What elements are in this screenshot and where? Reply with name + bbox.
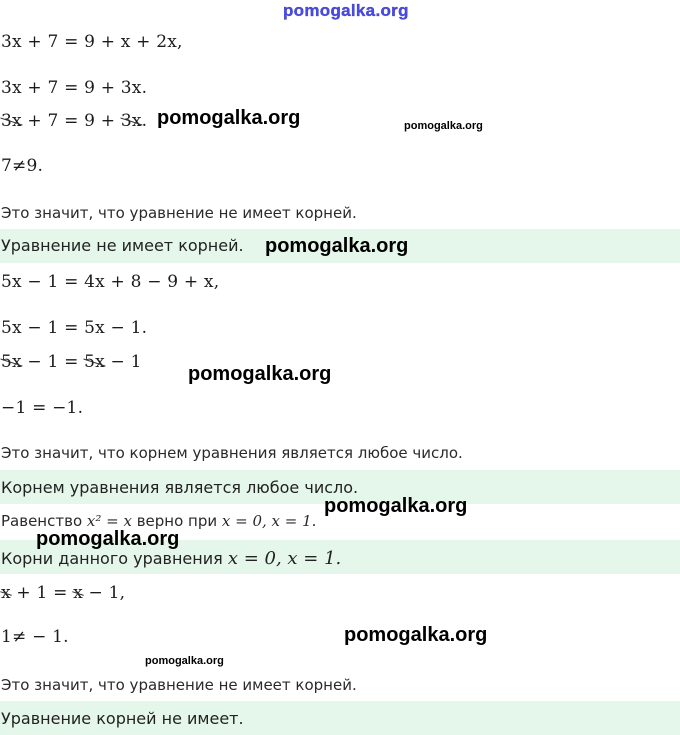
equation-line xyxy=(1,156,43,176)
watermark: pomogalka.org xyxy=(188,363,332,385)
equation-line: 3x + 7 = 9 + x + 2x, xyxy=(1,32,183,52)
watermark: pomogalka.org xyxy=(344,624,488,646)
equation-part: − 1. xyxy=(26,627,69,647)
watermark: pomogalka.org xyxy=(265,235,409,257)
equation-part: − 1 xyxy=(104,352,142,372)
answer-text xyxy=(1,548,341,569)
cancelled-term: x xyxy=(1,583,11,603)
answer-text: Уравнение корней не имеет. xyxy=(1,709,244,728)
watermark: pomogalka.org xyxy=(157,107,301,129)
answer-prefix: Корни данного уравнения xyxy=(1,549,228,568)
equation-line xyxy=(1,627,69,647)
equation-part: + 7 = 9 + xyxy=(21,111,121,131)
statement-math: x = 0, x = 1. xyxy=(221,512,317,530)
conclusion-text: Это значит, что уравнение не имеет корней. xyxy=(1,204,357,222)
equation-cancelled-line xyxy=(1,111,147,131)
statement-mid: верно при xyxy=(131,512,222,530)
equation-part: + 1 = xyxy=(10,583,74,603)
cancelled-term: 5x xyxy=(84,352,105,372)
not-equal-sign: ≠ xyxy=(12,627,27,647)
cancelled-term: 3x xyxy=(120,111,142,131)
conclusion-text: Это значит, что корнем уравнения является любое число. xyxy=(1,444,463,462)
watermark: pomogalka.org xyxy=(36,528,180,550)
not-equal-sign: ≠ xyxy=(12,156,27,176)
watermark: pomogalka.org xyxy=(145,655,224,667)
cancelled-term: 5x xyxy=(1,352,22,372)
cancelled-term: 3x xyxy=(1,111,22,131)
equation-cancelled-line xyxy=(1,352,142,372)
cancelled-term: x xyxy=(73,583,83,603)
watermark: pomogalka.org xyxy=(324,495,468,517)
watermark: pomogalka.org xyxy=(404,120,483,132)
equation-part: − 1, xyxy=(82,583,126,603)
equation-part: 1 xyxy=(1,627,13,647)
watermark-top: pomogalka.org xyxy=(283,1,409,20)
equation-part: 9. xyxy=(26,156,44,176)
statement-prefix: Равенство xyxy=(1,512,87,530)
equation-line: 5x − 1 = 5x − 1. xyxy=(1,318,148,338)
answer-band xyxy=(0,701,680,735)
statement-math: x² = x xyxy=(86,512,132,530)
conclusion-text: Это значит, что уравнение не имеет корней. xyxy=(1,676,357,694)
equation-line: 3x + 7 = 9 + 3x. xyxy=(1,78,148,98)
equation-part: . xyxy=(141,111,148,131)
answer-text: Уравнение не имеет корней. xyxy=(1,236,244,255)
equation-cancelled-line xyxy=(1,583,125,603)
equation-part: − 1 = xyxy=(21,352,85,372)
equation-part: 7 xyxy=(1,156,13,176)
answer-math: x = 0, x = 1. xyxy=(227,548,342,569)
equation-line: −1 = −1. xyxy=(1,398,84,418)
equation-line: 5x − 1 = 4x + 8 − 9 + x, xyxy=(1,272,220,292)
answer-text: Корнем уравнения является любое число. xyxy=(1,478,359,497)
